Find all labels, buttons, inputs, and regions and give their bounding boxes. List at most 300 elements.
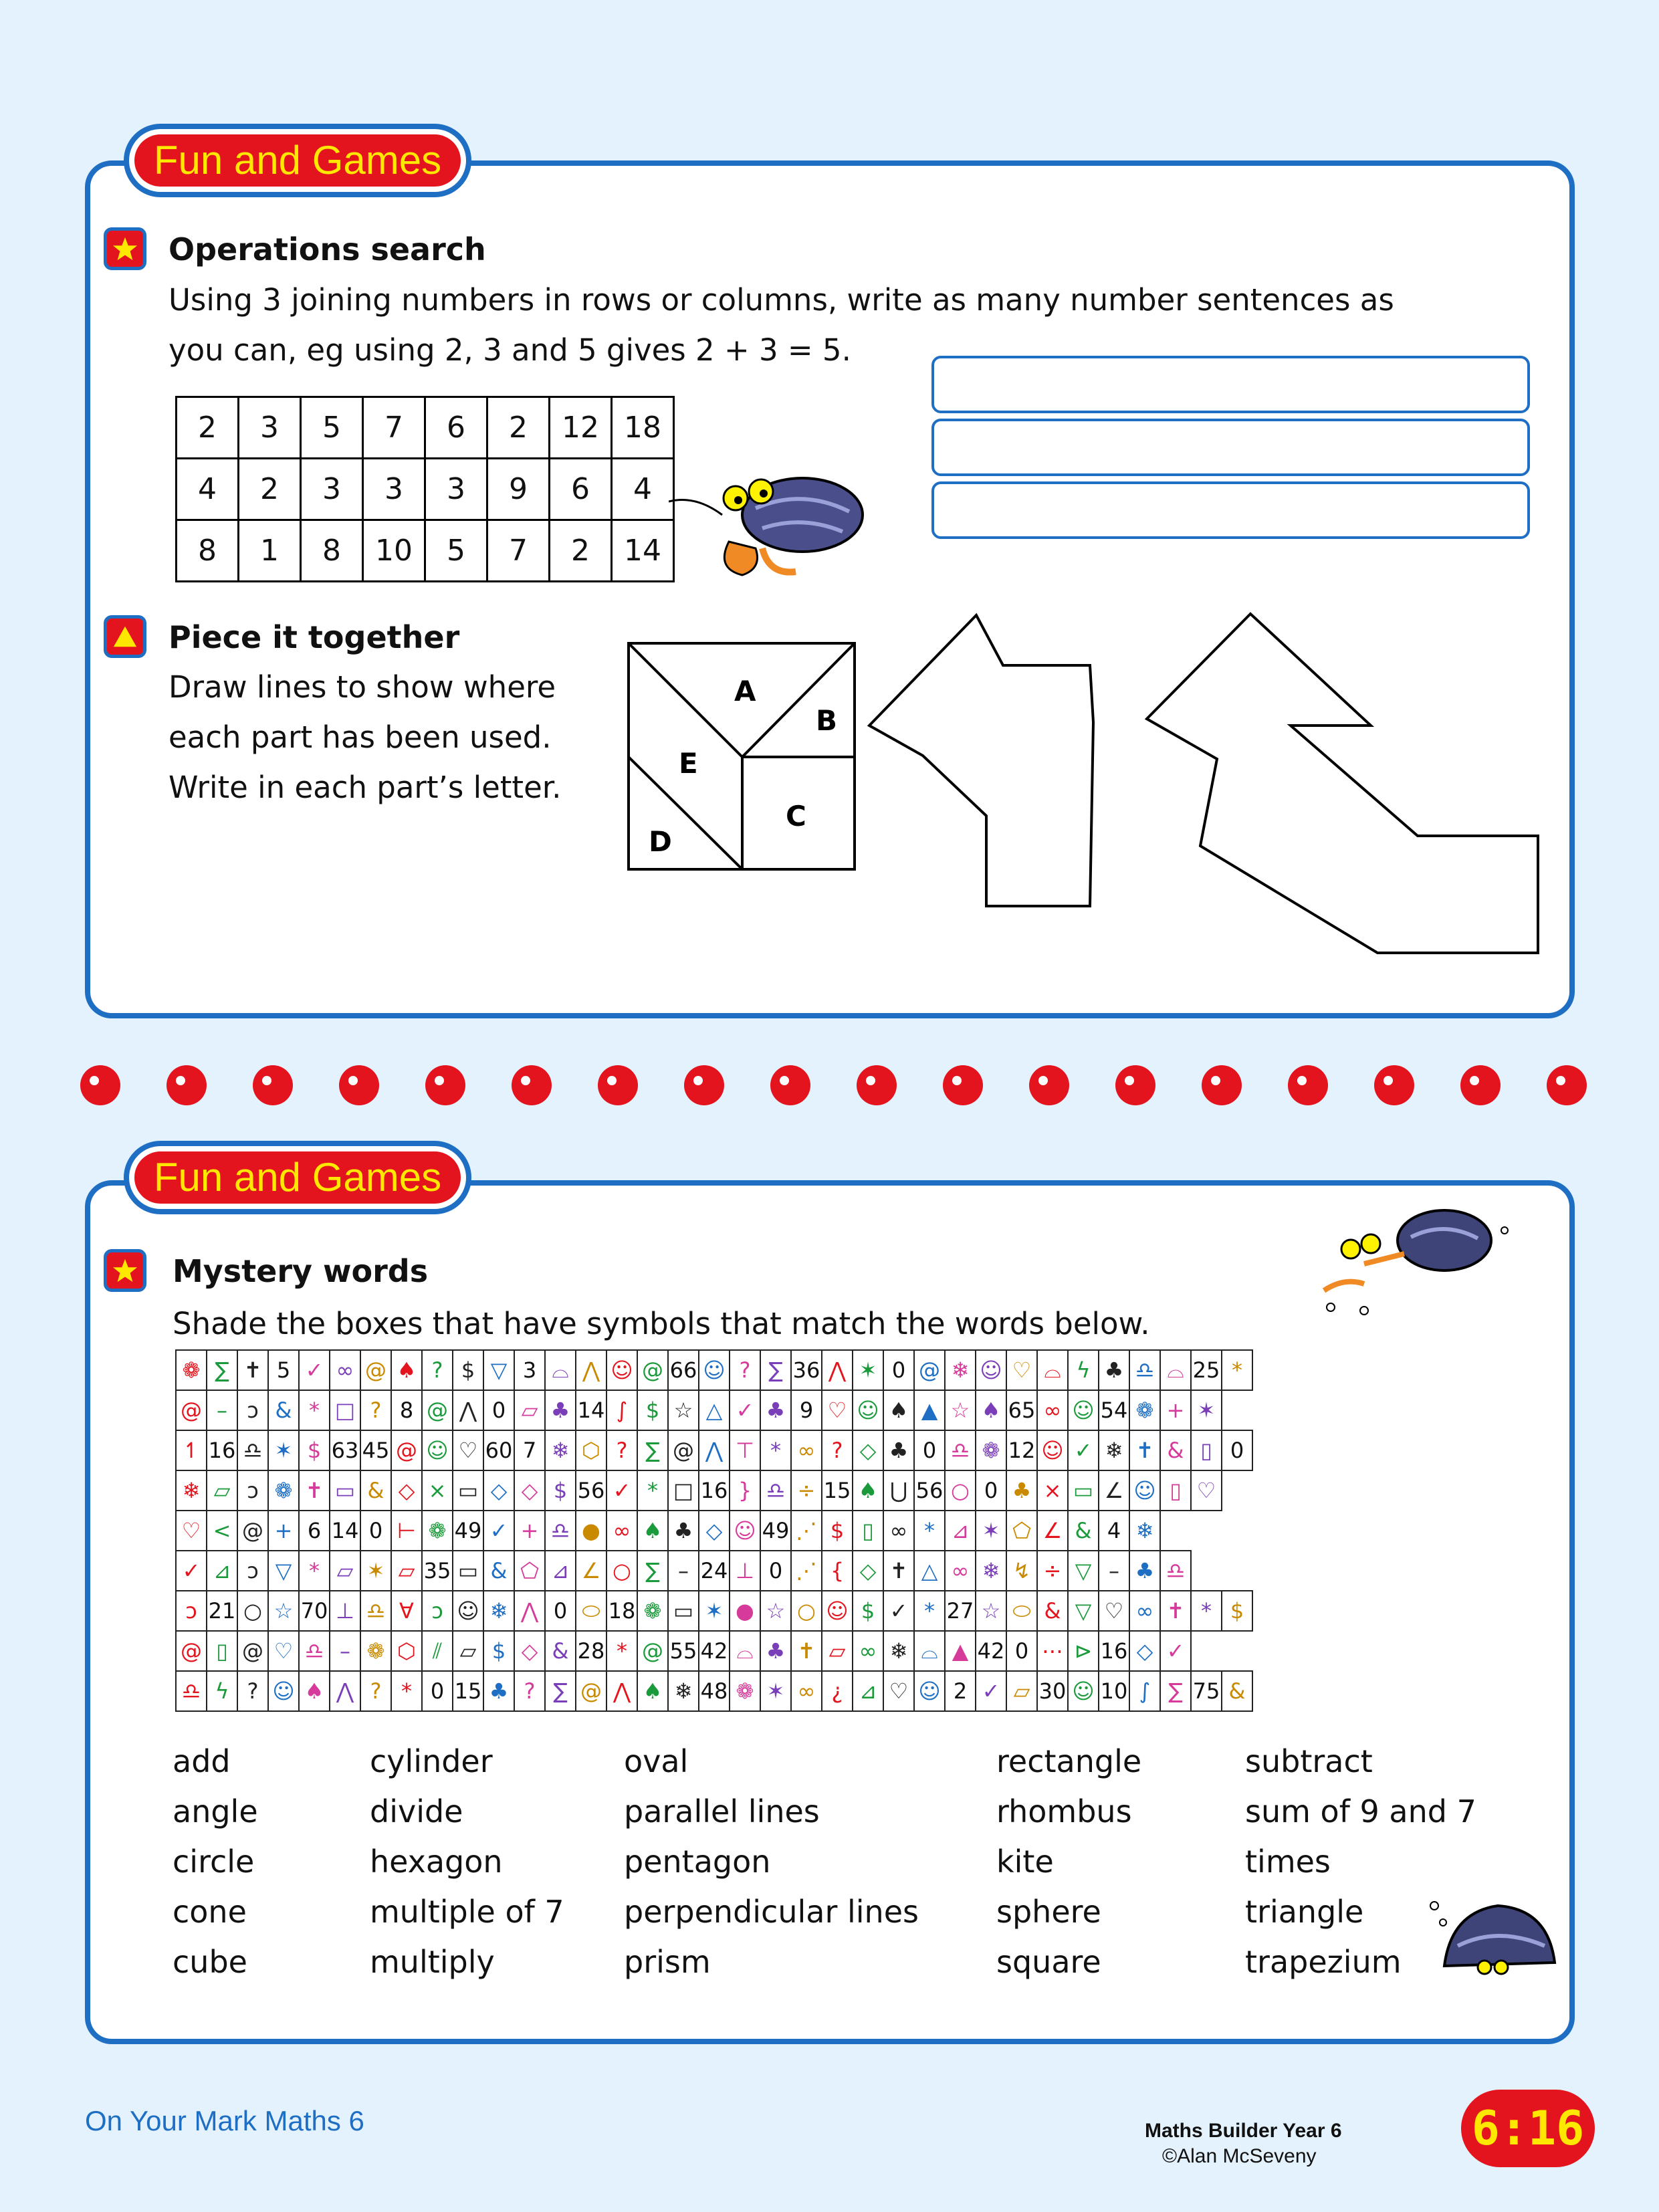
symbol-cell[interactable]: ∀	[391, 1591, 422, 1631]
symbol-cell[interactable]: ○	[237, 1591, 268, 1631]
symbol-cell[interactable]: ↄ	[237, 1470, 268, 1511]
symbol-cell[interactable]: ♎	[1129, 1350, 1160, 1390]
symbol-cell[interactable]: ♣	[483, 1671, 514, 1711]
symbol-cell[interactable]: ?	[730, 1350, 760, 1390]
symbol-cell[interactable]: ▯	[853, 1511, 883, 1551]
symbol-cell[interactable]: *	[299, 1551, 330, 1591]
symbol-cell[interactable]: ❄	[1099, 1430, 1129, 1470]
symbol-cell[interactable]: ☺	[268, 1671, 299, 1711]
symbol-cell[interactable]: ▭	[668, 1591, 699, 1631]
symbol-cell[interactable]: ↯	[1006, 1551, 1037, 1591]
answer-box[interactable]	[931, 356, 1530, 413]
symbol-cell[interactable]: ♣	[760, 1390, 791, 1430]
symbol-cell[interactable]: ✶	[268, 1430, 299, 1470]
symbol-cell[interactable]: ⬡	[391, 1631, 422, 1671]
symbol-cell[interactable]: 16	[699, 1470, 730, 1511]
symbol-cell[interactable]: ✶	[976, 1511, 1006, 1551]
symbol-cell[interactable]: &	[268, 1390, 299, 1430]
symbol-cell[interactable]: }	[730, 1470, 760, 1511]
symbol-cell[interactable]: ♡	[453, 1430, 483, 1470]
symbol-cell[interactable]: ❁	[1129, 1390, 1160, 1430]
symbol-cell[interactable]: @	[637, 1631, 668, 1671]
symbol-cell[interactable]: 36	[791, 1350, 822, 1390]
symbol-cell[interactable]: ▯	[1160, 1470, 1191, 1511]
symbol-cell[interactable]: ♠	[391, 1350, 422, 1390]
symbol-cell[interactable]: ?	[360, 1390, 391, 1430]
symbol-cell[interactable]: ◇	[514, 1470, 545, 1511]
symbol-cell[interactable]: ▭	[330, 1470, 360, 1511]
symbol-cell[interactable]: ↿	[176, 1430, 207, 1470]
symbol-cell[interactable]: ✓	[299, 1350, 330, 1390]
symbol-cell[interactable]: ❄	[883, 1631, 914, 1671]
symbol-cell[interactable]: @	[637, 1350, 668, 1390]
symbol-cell[interactable]: ×	[422, 1470, 453, 1511]
symbol-cell[interactable]: ◇	[483, 1470, 514, 1511]
symbol-cell[interactable]: ✝	[883, 1551, 914, 1591]
symbol-cell[interactable]: ○	[791, 1591, 822, 1631]
symbol-cell[interactable]: ☆	[760, 1591, 791, 1631]
symbol-cell[interactable]: ?	[360, 1671, 391, 1711]
symbol-cell[interactable]: ⌓	[1037, 1350, 1068, 1390]
symbol-cell[interactable]: 16	[207, 1430, 237, 1470]
symbol-cell[interactable]: ?	[606, 1430, 637, 1470]
symbol-cell[interactable]: ▲	[914, 1390, 945, 1430]
symbol-cell[interactable]: @	[914, 1350, 945, 1390]
symbol-cell[interactable]: ◇	[853, 1551, 883, 1591]
symbol-cell[interactable]: □	[330, 1390, 360, 1430]
answer-box[interactable]	[931, 481, 1530, 539]
symbol-cell[interactable]: △	[699, 1390, 730, 1430]
symbol-cell[interactable]: ?	[514, 1671, 545, 1711]
symbol-cell[interactable]: 0	[914, 1430, 945, 1470]
symbol-cell[interactable]: ❄	[1129, 1511, 1160, 1551]
symbol-cell[interactable]: 3	[514, 1350, 545, 1390]
symbol-cell[interactable]: ▯	[207, 1631, 237, 1671]
symbol-cell[interactable]: ⋯	[1037, 1631, 1068, 1671]
symbol-cell[interactable]: 7	[514, 1430, 545, 1470]
symbol-cell[interactable]: $	[822, 1511, 853, 1551]
symbol-cell[interactable]: ▭	[1068, 1470, 1099, 1511]
symbol-cell[interactable]: 56	[576, 1470, 606, 1511]
symbol-cell[interactable]: ♠	[299, 1671, 330, 1711]
symbol-cell[interactable]: 45	[360, 1430, 391, 1470]
symbol-cell[interactable]: ▽	[1068, 1551, 1099, 1591]
symbol-cell[interactable]: ●	[730, 1591, 760, 1631]
symbol-cell[interactable]: ♡	[268, 1631, 299, 1671]
symbol-cell[interactable]: ❄	[945, 1350, 976, 1390]
symbol-cell[interactable]: $	[483, 1631, 514, 1671]
symbol-cell[interactable]: ⋰	[791, 1511, 822, 1551]
symbol-cell[interactable]: ☺	[422, 1430, 453, 1470]
symbol-cell[interactable]: 25	[1191, 1350, 1222, 1390]
symbol-cell[interactable]: 15	[822, 1470, 853, 1511]
symbol-cell[interactable]: 54	[1099, 1390, 1129, 1430]
symbol-cell[interactable]: ♣	[1129, 1551, 1160, 1591]
symbol-cell[interactable]: ⋀	[606, 1671, 637, 1711]
symbol-cell[interactable]: ♣	[1006, 1470, 1037, 1511]
symbol-cell[interactable]: *	[299, 1390, 330, 1430]
symbol-cell[interactable]: ◇	[853, 1430, 883, 1470]
symbol-cell[interactable]: 10	[1099, 1671, 1129, 1711]
symbol-cell[interactable]: ☆	[268, 1591, 299, 1631]
symbol-cell[interactable]: ✶	[699, 1591, 730, 1631]
symbol-cell[interactable]: ☺	[730, 1511, 760, 1551]
symbol-cell[interactable]: ↄ	[176, 1591, 207, 1631]
symbol-cell[interactable]: ♎	[945, 1430, 976, 1470]
symbol-cell[interactable]: @	[391, 1430, 422, 1470]
symbol-cell[interactable]: ▱	[207, 1470, 237, 1511]
symbol-cell[interactable]: 14	[576, 1390, 606, 1430]
symbol-cell[interactable]: ✓	[1160, 1631, 1191, 1671]
symbol-cell[interactable]: ⊢	[391, 1511, 422, 1551]
symbol-cell[interactable]: ✝	[299, 1470, 330, 1511]
symbol-cell[interactable]: 0	[483, 1390, 514, 1430]
symbol-cell[interactable]: ❄	[176, 1470, 207, 1511]
symbol-cell[interactable]: ◇	[699, 1511, 730, 1551]
symbol-cell[interactable]: ⬭	[1006, 1591, 1037, 1631]
symbol-cell[interactable]: ♠	[883, 1390, 914, 1430]
symbol-cell[interactable]: ÷	[791, 1470, 822, 1511]
symbol-cell[interactable]: ∞	[330, 1350, 360, 1390]
symbol-cell[interactable]: ∠	[1099, 1470, 1129, 1511]
symbol-cell[interactable]: ∞	[945, 1551, 976, 1591]
symbol-cell[interactable]: ☆	[976, 1591, 1006, 1631]
symbol-cell[interactable]: ϟ	[1068, 1350, 1099, 1390]
symbol-cell[interactable]: ☺	[453, 1591, 483, 1631]
symbol-cell[interactable]: –	[330, 1631, 360, 1671]
symbol-cell[interactable]: ❁	[637, 1591, 668, 1631]
symbol-cell[interactable]: 0	[360, 1511, 391, 1551]
symbol-cell[interactable]: ▭	[453, 1470, 483, 1511]
symbol-cell[interactable]: ♎	[176, 1671, 207, 1711]
symbol-cell[interactable]: 12	[1006, 1430, 1037, 1470]
symbol-cell[interactable]: $	[1222, 1591, 1252, 1631]
symbol-cell[interactable]: ▽	[268, 1551, 299, 1591]
symbol-cell[interactable]: 15	[453, 1671, 483, 1711]
symbol-cell[interactable]: 27	[945, 1591, 976, 1631]
symbol-cell[interactable]: ÷	[1037, 1551, 1068, 1591]
symbol-cell[interactable]: 60	[483, 1430, 514, 1470]
symbol-cell[interactable]: *	[1222, 1350, 1252, 1390]
symbol-cell[interactable]: @	[668, 1430, 699, 1470]
symbol-cell[interactable]: ×	[1037, 1470, 1068, 1511]
symbol-cell[interactable]: ☆	[668, 1390, 699, 1430]
symbol-cell[interactable]: ♎	[360, 1591, 391, 1631]
symbol-cell[interactable]: ∞	[606, 1511, 637, 1551]
symbol-cell[interactable]: ✶	[360, 1551, 391, 1591]
symbol-cell[interactable]: ♡	[1099, 1591, 1129, 1631]
symbol-cell[interactable]: 24	[699, 1551, 730, 1591]
symbol-cell[interactable]: ▯	[1191, 1430, 1222, 1470]
symbol-cell[interactable]: ?	[237, 1671, 268, 1711]
symbol-cell[interactable]: 0	[1006, 1631, 1037, 1671]
answer-box[interactable]	[931, 419, 1530, 476]
symbol-cell[interactable]: ▱	[514, 1390, 545, 1430]
symbol-cell[interactable]: ⋀	[514, 1591, 545, 1631]
symbol-cell[interactable]: ✝	[791, 1631, 822, 1671]
symbol-cell[interactable]: ☺	[1068, 1390, 1099, 1430]
symbol-cell[interactable]: ✓	[176, 1551, 207, 1591]
symbol-cell[interactable]: ✶	[853, 1350, 883, 1390]
symbol-cell[interactable]: ⌓	[914, 1631, 945, 1671]
symbol-cell[interactable]: @	[422, 1390, 453, 1430]
symbol-cell[interactable]: 0	[545, 1591, 576, 1631]
symbol-cell[interactable]: ❁	[268, 1470, 299, 1511]
symbol-cell[interactable]: –	[207, 1390, 237, 1430]
symbol-cell[interactable]: □	[668, 1470, 699, 1511]
symbol-cell[interactable]: ☺	[606, 1350, 637, 1390]
symbol-cell[interactable]: ∠	[576, 1551, 606, 1591]
symbol-cell[interactable]: ↄ	[422, 1591, 453, 1631]
symbol-cell[interactable]: ⫽	[422, 1631, 453, 1671]
symbol-cell[interactable]: ♡	[822, 1390, 853, 1430]
symbol-cell[interactable]: ⊥	[730, 1551, 760, 1591]
symbol-cell[interactable]: △	[914, 1551, 945, 1591]
symbol-cell[interactable]: +	[514, 1511, 545, 1551]
symbol-cell[interactable]: ⬠	[1006, 1511, 1037, 1551]
symbol-cell[interactable]: 70	[299, 1591, 330, 1631]
symbol-cell[interactable]: ♠	[976, 1390, 1006, 1430]
symbol-cell[interactable]: 49	[760, 1511, 791, 1551]
symbol-cell[interactable]: ♠	[853, 1470, 883, 1511]
symbol-cell[interactable]: ☆	[945, 1390, 976, 1430]
symbol-cell[interactable]: ♡	[1191, 1470, 1222, 1511]
symbol-cell[interactable]: ?	[422, 1350, 453, 1390]
symbol-cell[interactable]: ♣	[668, 1511, 699, 1551]
symbol-cell[interactable]: 42	[976, 1631, 1006, 1671]
symbol-cell[interactable]: 42	[699, 1631, 730, 1671]
symbol-cell[interactable]: ∑	[760, 1350, 791, 1390]
symbol-cell[interactable]: 14	[330, 1511, 360, 1551]
symbol-cell[interactable]: ∞	[853, 1631, 883, 1671]
symbol-cell[interactable]: $	[453, 1350, 483, 1390]
symbol-cell[interactable]: ⌓	[545, 1350, 576, 1390]
symbol-cell[interactable]: ☺	[1037, 1430, 1068, 1470]
symbol-cell[interactable]: ⊥	[330, 1591, 360, 1631]
symbol-cell[interactable]: ❁	[176, 1350, 207, 1390]
symbol-cell[interactable]: ⋰	[791, 1551, 822, 1591]
symbol-cell[interactable]: –	[1099, 1551, 1129, 1591]
symbol-cell[interactable]: ✓	[976, 1671, 1006, 1711]
symbol-cell[interactable]: ✓	[606, 1470, 637, 1511]
symbol-cell[interactable]: ▽	[1068, 1591, 1099, 1631]
symbol-cell[interactable]: ♣	[760, 1631, 791, 1671]
symbol-cell[interactable]: 49	[453, 1511, 483, 1551]
symbol-cell[interactable]: ∞	[883, 1511, 914, 1551]
symbol-cell[interactable]: –	[668, 1551, 699, 1591]
symbol-cell[interactable]: ▱	[822, 1631, 853, 1671]
symbol-cell[interactable]: +	[268, 1511, 299, 1551]
symbol-cell[interactable]: ♠	[637, 1671, 668, 1711]
symbol-cell[interactable]: ⌓	[1160, 1350, 1191, 1390]
symbol-cell[interactable]: ✓	[730, 1390, 760, 1430]
symbol-cell[interactable]: ∠	[1037, 1511, 1068, 1551]
symbol-cell[interactable]: ∞	[791, 1671, 822, 1711]
symbol-cell[interactable]: 55	[668, 1631, 699, 1671]
symbol-cell[interactable]: ✓	[483, 1511, 514, 1551]
symbol-cell[interactable]: ▽	[483, 1350, 514, 1390]
symbol-cell[interactable]: ○	[606, 1551, 637, 1591]
symbol-cell[interactable]: ♠	[637, 1511, 668, 1551]
symbol-cell[interactable]: 0	[883, 1350, 914, 1390]
symbol-cell[interactable]: ∞	[791, 1430, 822, 1470]
symbol-cell[interactable]: ☺	[914, 1671, 945, 1711]
symbol-cell[interactable]: ⬡	[576, 1430, 606, 1470]
symbol-cell[interactable]: 48	[699, 1671, 730, 1711]
symbol-cell[interactable]: ◇	[514, 1631, 545, 1671]
symbol-cell[interactable]: 0	[760, 1551, 791, 1591]
symbol-cell[interactable]: ♡	[176, 1511, 207, 1551]
symbol-cell[interactable]: $	[637, 1390, 668, 1430]
symbol-cell[interactable]: ∞	[1129, 1591, 1160, 1631]
symbol-cell[interactable]: *	[606, 1631, 637, 1671]
symbol-cell[interactable]: ∑	[545, 1671, 576, 1711]
symbol-cell[interactable]: @	[176, 1390, 207, 1430]
symbol-cell[interactable]: 75	[1191, 1671, 1222, 1711]
symbol-cell[interactable]: 0	[422, 1671, 453, 1711]
symbol-cell[interactable]: ∑	[1160, 1671, 1191, 1711]
symbol-cell[interactable]: ¿	[822, 1671, 853, 1711]
symbol-cell[interactable]: ⋀	[822, 1350, 853, 1390]
symbol-cell[interactable]: ⋀	[699, 1430, 730, 1470]
symbol-cell[interactable]: ▭	[453, 1551, 483, 1591]
symbol-cell[interactable]: &	[545, 1631, 576, 1671]
symbol-cell[interactable]: ✓	[883, 1591, 914, 1631]
symbol-cell[interactable]: ⋀	[576, 1350, 606, 1390]
symbol-cell[interactable]: 28	[576, 1631, 606, 1671]
symbol-cell[interactable]: ☺	[699, 1350, 730, 1390]
symbol-cell[interactable]: ⋀	[330, 1671, 360, 1711]
symbol-cell[interactable]: ❁	[730, 1671, 760, 1711]
symbol-cell[interactable]: 6	[299, 1511, 330, 1551]
symbol-cell[interactable]: ❄	[483, 1591, 514, 1631]
symbol-cell[interactable]: ?	[822, 1430, 853, 1470]
symbol-cell[interactable]: ♎	[760, 1470, 791, 1511]
symbol-cell[interactable]: @	[360, 1350, 391, 1390]
symbol-cell[interactable]: ✝	[1129, 1430, 1160, 1470]
symbol-cell[interactable]: *	[914, 1511, 945, 1551]
symbol-cell[interactable]: *	[1191, 1591, 1222, 1631]
symbol-cell[interactable]: $	[853, 1591, 883, 1631]
symbol-cell[interactable]: ❄	[976, 1551, 1006, 1591]
symbol-cell[interactable]: ∑	[637, 1551, 668, 1591]
symbol-cell[interactable]: $	[299, 1430, 330, 1470]
symbol-cell[interactable]: ⋀	[453, 1390, 483, 1430]
symbol-cell[interactable]: ⊿	[545, 1551, 576, 1591]
symbol-cell[interactable]: ☺	[853, 1390, 883, 1430]
symbol-cell[interactable]: ❄	[545, 1430, 576, 1470]
symbol-cell[interactable]: 56	[914, 1470, 945, 1511]
symbol-cell[interactable]: ♎	[1160, 1551, 1191, 1591]
symbol-cell[interactable]: ❁	[422, 1511, 453, 1551]
symbol-cell[interactable]: ↄ	[237, 1390, 268, 1430]
symbol-cell[interactable]: ∑	[637, 1430, 668, 1470]
symbol-cell[interactable]: ♡	[1006, 1350, 1037, 1390]
symbol-cell[interactable]: 2	[945, 1671, 976, 1711]
symbol-cell[interactable]: @	[176, 1631, 207, 1671]
symbol-cell[interactable]: ♎	[237, 1430, 268, 1470]
symbol-cell[interactable]: ✓	[1068, 1430, 1099, 1470]
symbol-cell[interactable]: ❄	[668, 1671, 699, 1711]
symbol-cell[interactable]: *	[391, 1671, 422, 1711]
symbol-cell[interactable]: 66	[668, 1350, 699, 1390]
symbol-cell[interactable]: 5	[268, 1350, 299, 1390]
symbol-cell[interactable]: 30	[1037, 1671, 1068, 1711]
symbol-cell[interactable]: ∞	[1037, 1390, 1068, 1430]
symbol-cell[interactable]: ▲	[945, 1631, 976, 1671]
symbol-cell[interactable]: ▱	[453, 1631, 483, 1671]
symbol-cell[interactable]: ∫	[606, 1390, 637, 1430]
symbol-cell[interactable]: 21	[207, 1591, 237, 1631]
symbol-cell[interactable]: &	[1037, 1591, 1068, 1631]
symbol-cell[interactable]: $	[545, 1470, 576, 1511]
symbol-cell[interactable]: {	[822, 1551, 853, 1591]
symbol-cell[interactable]: ♣	[1099, 1350, 1129, 1390]
symbol-cell[interactable]: ϟ	[207, 1671, 237, 1711]
symbol-cell[interactable]: 63	[330, 1430, 360, 1470]
symbol-cell[interactable]: ●	[576, 1511, 606, 1551]
symbol-cell[interactable]: ❁	[360, 1631, 391, 1671]
symbol-cell[interactable]: ✶	[760, 1671, 791, 1711]
symbol-cell[interactable]: ⊳	[1068, 1631, 1099, 1671]
symbol-cell[interactable]: ◇	[391, 1470, 422, 1511]
symbol-cell[interactable]: ♣	[883, 1430, 914, 1470]
symbol-cell[interactable]: *	[914, 1591, 945, 1631]
symbol-cell[interactable]: ⬠	[514, 1551, 545, 1591]
symbol-cell[interactable]: ⊿	[945, 1511, 976, 1551]
symbol-cell[interactable]: 0	[976, 1470, 1006, 1511]
symbol-cell[interactable]: &	[1068, 1511, 1099, 1551]
symbol-cell[interactable]: ✝	[1160, 1591, 1191, 1631]
symbol-cell[interactable]: *	[760, 1430, 791, 1470]
symbol-cell[interactable]: ⊿	[207, 1551, 237, 1591]
symbol-cell[interactable]: ∑	[207, 1350, 237, 1390]
symbol-cell[interactable]: ⊤	[730, 1430, 760, 1470]
symbol-cell[interactable]: ↄ	[237, 1551, 268, 1591]
symbol-cell[interactable]: ❁	[976, 1430, 1006, 1470]
symbol-cell[interactable]: ✝	[237, 1350, 268, 1390]
symbol-cell[interactable]: ◇	[1129, 1631, 1160, 1671]
symbol-cell[interactable]: 4	[1099, 1511, 1129, 1551]
symbol-cell[interactable]: ▱	[330, 1551, 360, 1591]
symbol-cell[interactable]: ▱	[391, 1551, 422, 1591]
symbol-cell[interactable]: +	[1160, 1390, 1191, 1430]
symbol-cell[interactable]: 65	[1006, 1390, 1037, 1430]
symbol-cell[interactable]: ∫	[1129, 1671, 1160, 1711]
symbol-cell[interactable]: ♎	[545, 1511, 576, 1551]
symbol-cell[interactable]: ☺	[976, 1350, 1006, 1390]
symbol-cell[interactable]: &	[1222, 1671, 1252, 1711]
symbol-cell[interactable]: 0	[1222, 1430, 1252, 1470]
symbol-cell[interactable]: ☺	[1068, 1671, 1099, 1711]
symbol-cell[interactable]: 35	[422, 1551, 453, 1591]
symbol-cell[interactable]: ⌓	[730, 1631, 760, 1671]
symbol-cell[interactable]: ♡	[883, 1671, 914, 1711]
symbol-cell[interactable]: ✶	[1191, 1390, 1222, 1430]
symbol-cell[interactable]: <	[207, 1511, 237, 1551]
symbol-cell[interactable]: &	[360, 1470, 391, 1511]
symbol-cell[interactable]: @	[237, 1631, 268, 1671]
symbol-cell[interactable]: 16	[1099, 1631, 1129, 1671]
symbol-cell[interactable]: @	[237, 1511, 268, 1551]
symbol-cell[interactable]: &	[483, 1551, 514, 1591]
symbol-cell[interactable]: ▱	[1006, 1671, 1037, 1711]
symbol-cell[interactable]: ○	[945, 1470, 976, 1511]
symbol-cell[interactable]: ⬭	[576, 1591, 606, 1631]
symbol-cell[interactable]: ⊿	[853, 1671, 883, 1711]
symbol-cell[interactable]: 18	[606, 1591, 637, 1631]
symbol-cell[interactable]: ♣	[545, 1390, 576, 1430]
